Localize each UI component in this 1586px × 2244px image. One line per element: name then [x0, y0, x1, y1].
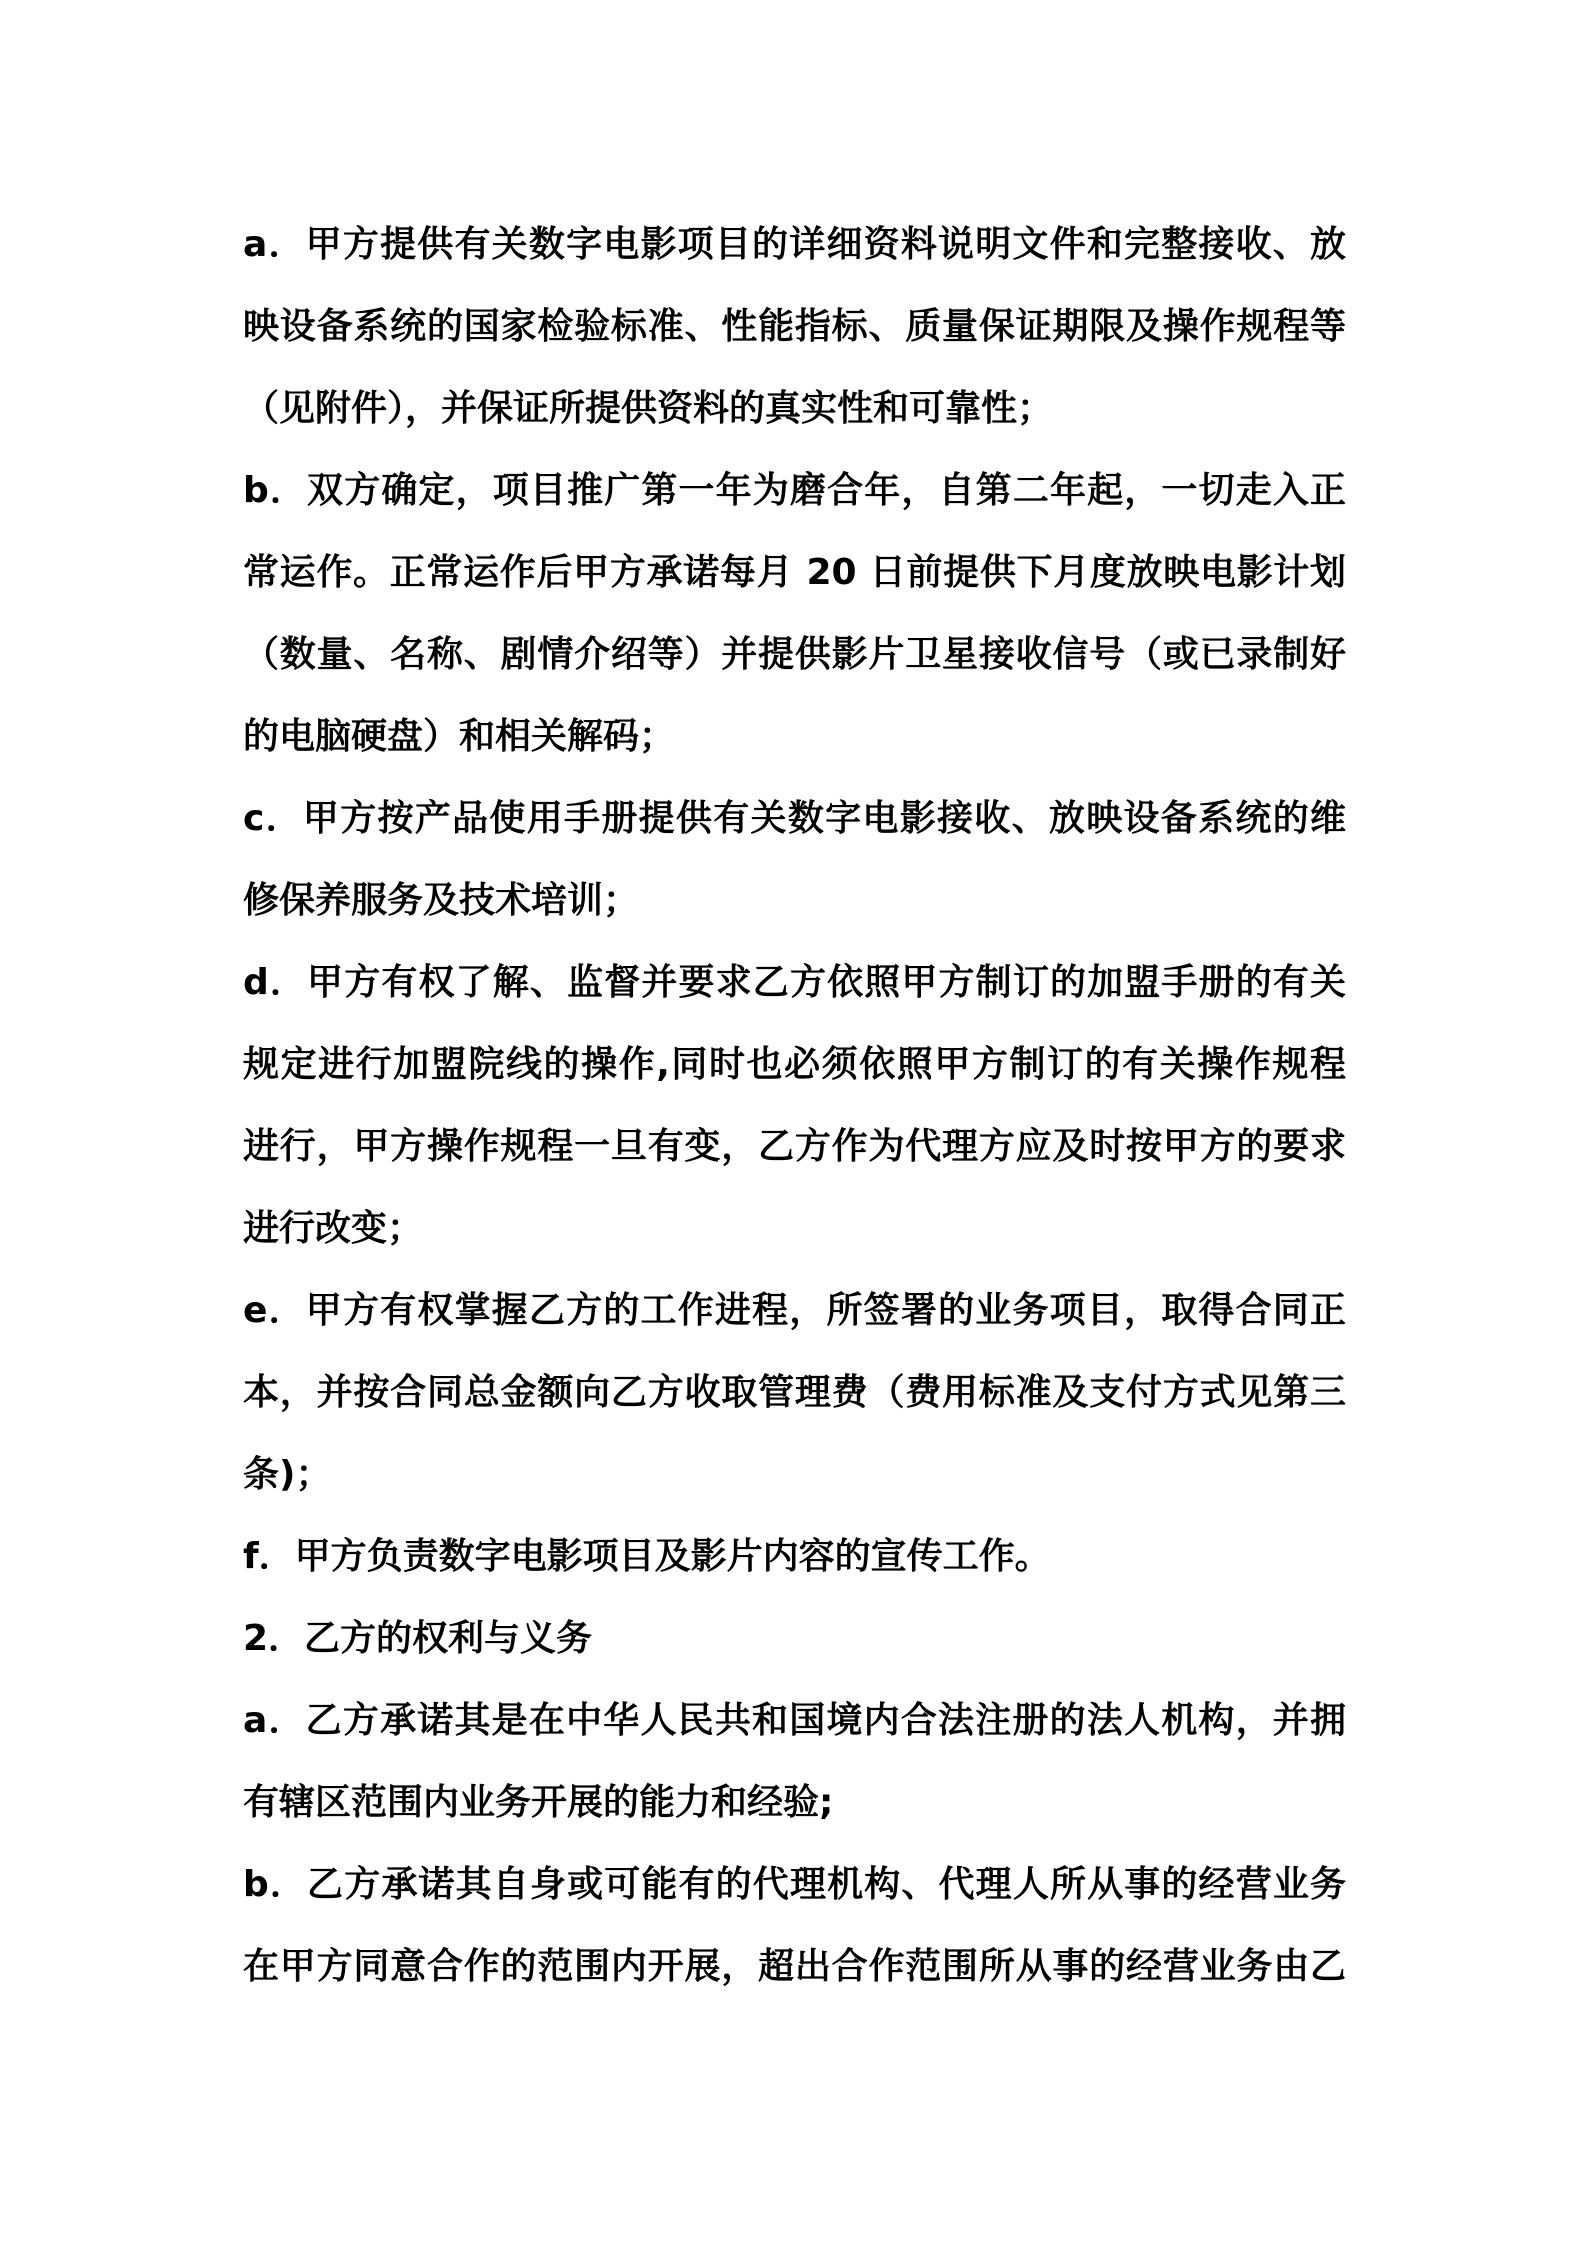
text-line: （见附件），并保证所提供资料的真实性和可靠性； — [243, 388, 1054, 429]
document-body — [243, 204, 1346, 2008]
text-line: 映设备系统的国家检验标准、性能指标、质量保证期限及操作规程等 — [243, 306, 1346, 347]
text-line: 的电脑硬盘）和相关解码； — [243, 716, 676, 757]
text-line: 进行改变； — [243, 1208, 424, 1249]
text-line: 条)； — [243, 1454, 332, 1495]
text-line: （数量、名称、剧情介绍等）并提供影片卫星接收信号（或已录制好 — [243, 634, 1346, 675]
text-line: f．甲方负责数字电影项目及影片内容的宣传工作。 — [243, 1536, 1051, 1577]
text-line: 修保养服务及技术培训； — [243, 880, 640, 921]
text-line: 规定进行加盟院线的操作,同时也必须依照甲方制订的有关操作规程 — [243, 1044, 1346, 1085]
text-line: 2．乙方的权利与义务 — [243, 1618, 593, 1659]
text-line: b．双方确定，项目推广第一年为磨合年，自第二年起，一切走入正 — [243, 470, 1346, 511]
text-line: 有辖区范围内业务开展的能力和经验; — [243, 1782, 834, 1823]
text-line: 常运作。正常运作后甲方承诺每月 20 日前提供下月度放映电影计划 — [243, 552, 1346, 593]
text-line: a．甲方提供有关数字电影项目的详细资料说明文件和完整接收、放 — [243, 224, 1346, 265]
text-line: e．甲方有权掌握乙方的工作进程，所签署的业务项目，取得合同正 — [243, 1290, 1346, 1331]
text-line: d．甲方有权了解、监督并要求乙方依照甲方制订的加盟手册的有关 — [243, 962, 1346, 1003]
text-line: 在甲方同意合作的范围内开展，超出合作范围所从事的经营业务由乙 — [243, 1946, 1346, 1987]
text-line: 进行，甲方操作规程一旦有变，乙方作为代理方应及时按甲方的要求 — [243, 1126, 1346, 1167]
text-line: a．乙方承诺其是在中华人民共和国境内合法注册的法人机构，并拥 — [243, 1700, 1346, 1741]
text-line: c．甲方按产品使用手册提供有关数字电影接收、放映设备系统的维 — [243, 798, 1346, 839]
text-line: b．乙方承诺其自身或可能有的代理机构、代理人所从事的经营业务 — [243, 1864, 1346, 1905]
text-line: 本，并按合同总金额向乙方收取管理费（费用标准及支付方式见第三 — [243, 1372, 1346, 1413]
